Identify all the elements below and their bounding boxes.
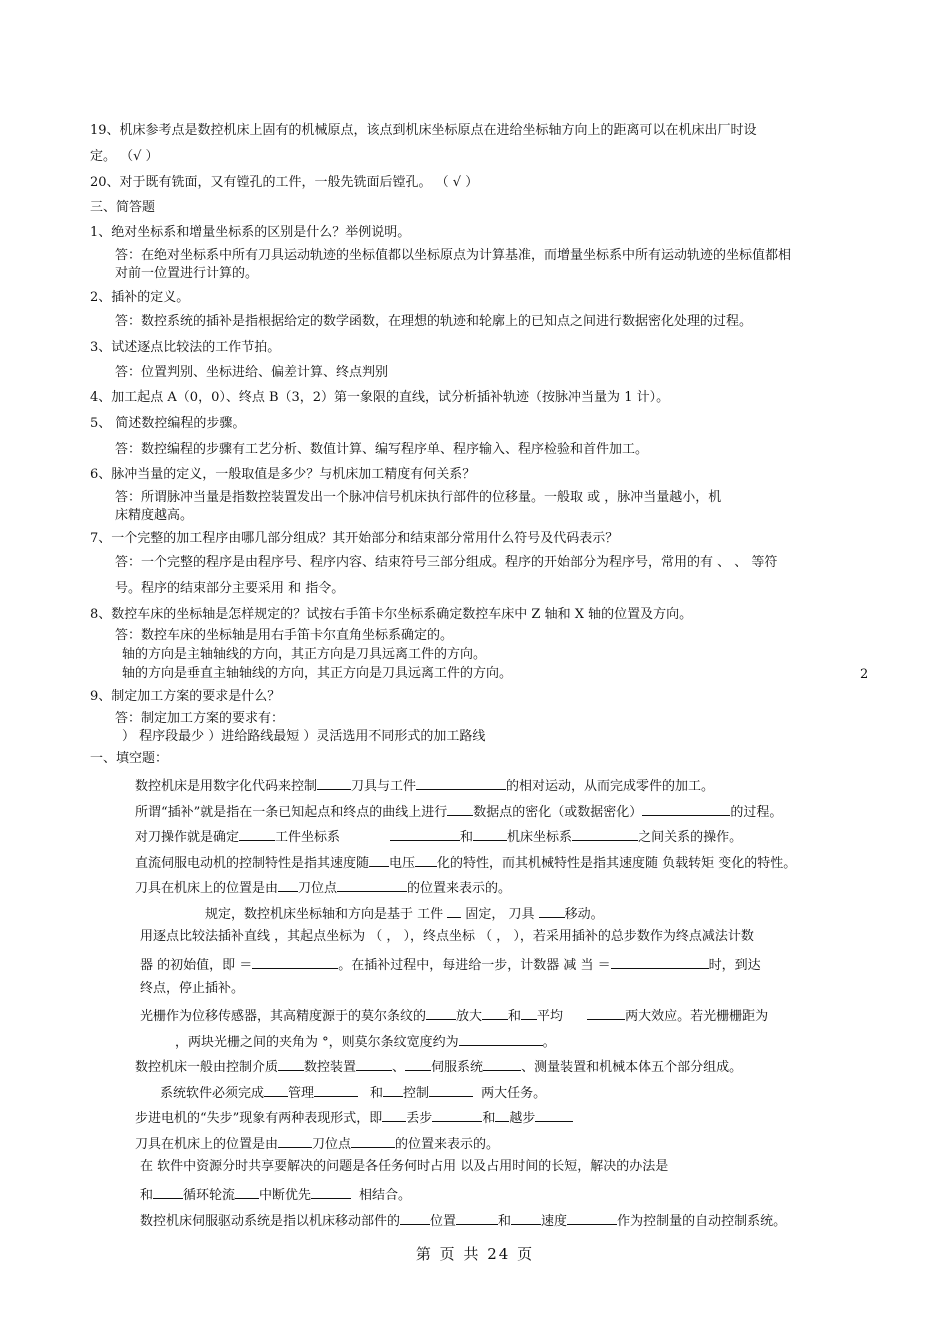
text-segment: 器 的初始值，即 ＝ xyxy=(140,958,253,973)
side-page-number: 2 xyxy=(860,667,869,682)
fill-item-13-line-1: 在 软件中资源分时共享要解决的问题是各任务何时占用 以及占用时间的长短，解决的办法是 xyxy=(140,1159,669,1174)
short-answer-3-answer: 答：位置判别、坐标进给、偏差计算、终点判别 xyxy=(115,365,389,380)
text-segment: 对刀操作就是确定 xyxy=(135,830,240,845)
short-answer-2-question: 2、插补的定义。 xyxy=(90,290,190,305)
fill-item-11 xyxy=(135,1107,573,1128)
text-segment: 的相对运动，从而完成零件的加工。 xyxy=(506,779,715,794)
text-segment: 数控机床是用数字化代码来控制 xyxy=(135,779,318,794)
short-answer-4-question: 4、加工起点 A（0，0）、终点 B（3，2）第一象限的直线，试分析插补轨迹（按脉冲当量为 1 计）。 xyxy=(90,390,670,405)
section-heading-fill-in: 一、填空题： xyxy=(90,751,169,766)
question-20: 20、对于既有铣面，又有镗孔的工件，一般先铣面后镗孔。 （ √ ） xyxy=(90,175,479,190)
short-answer-2-answer: 答：数控系统的插补是指根据给定的数学函数，在理想的轨迹和轮廓上的已知点之间进行数据密化处理的过程。 xyxy=(115,314,753,329)
answer-text: 伺服系统 xyxy=(431,1060,484,1075)
text-segment: 、 xyxy=(392,1060,406,1075)
short-answer-8-question: 8、数控车床的坐标轴是怎样规定的？试按右手笛卡尔坐标系确定数控车床中 Z 轴和 X 轴的位置及方向。 xyxy=(90,607,693,622)
text-segment: 系统软件必须完成 xyxy=(160,1086,265,1101)
text-segment: 数控机床一般由控制介质 xyxy=(135,1060,279,1075)
short-answer-9-answer-line-2: ） 程序段最少 ）进给路线最短 ）灵活选用不同形式的加工路线 xyxy=(122,729,486,744)
short-answer-9-question: 9、制定加工方案的要求是什么？ xyxy=(90,689,281,704)
short-answer-1-answer-line-1: 答：在绝对坐标系中所有刀具运动轨迹的坐标值都以坐标原点为计算基准，而增量坐标系中所有运动轨迹的坐标值都相 xyxy=(115,248,792,263)
answer-text: 数据点的密化（或数据密化） xyxy=(473,805,643,820)
text-segment: 。 xyxy=(542,1035,556,1050)
answer-text: 刀位点 xyxy=(312,1137,352,1152)
text-segment: 和 xyxy=(508,1009,522,1024)
answer-text: 电压 xyxy=(389,856,416,871)
answer-text: 工件坐标系 xyxy=(275,830,341,845)
short-answer-7-answer-line-1: 答：一个完整的程序是由程序号、程序内容、结束符号三部分组成。程序的开始部分为程序号，常用的有 、 、 等符 xyxy=(115,555,778,570)
text-segment: 光栅作为位移传感器，其高精度源于的莫尔条纹的 xyxy=(140,1009,427,1024)
text-segment: 两大任务。 xyxy=(481,1086,547,1101)
short-answer-5-answer: 答：数控编程的步骤有工艺分析、数值计算、编写程序单、程序输入、程序检验和首件加工。 xyxy=(115,442,649,457)
text-segment: 的位置来表示的。 xyxy=(395,1137,500,1152)
text-segment: 和 xyxy=(498,1214,512,1229)
text-segment: 固定， 刀具 xyxy=(461,907,539,922)
fill-item-4 xyxy=(135,852,796,873)
answer-text: 管理 xyxy=(288,1086,315,1101)
fill-item-9 xyxy=(135,1056,742,1077)
answer-text: 机床坐标系 xyxy=(507,830,573,845)
text-segment: 之间关系的操作。 xyxy=(638,830,743,845)
fill-item-7-line-1: 用逐点比较法插补直线 ，其起点坐标为 （ ， ），终点坐标 （ ， ），若采用插补的总步数作为终点减法计数 xyxy=(140,929,754,944)
text-segment: 刀具在机床上的位置是由 xyxy=(135,881,279,896)
text-segment: 直流伺服电动机的控制特性是指其速度随 xyxy=(135,856,370,871)
text-segment: 步进电机的“失步”现象有两种表现形式，即 xyxy=(135,1111,383,1126)
fill-item-8-line-1 xyxy=(140,1005,768,1026)
text-segment: 和 xyxy=(482,1111,496,1126)
answer-text: 循环轮流 xyxy=(183,1188,236,1203)
short-answer-1-answer-line-2: 对前一位置进行计算的。 xyxy=(115,266,259,281)
answer-text: 控制 xyxy=(403,1086,430,1101)
text-segment: 和 xyxy=(370,1086,384,1101)
fill-item-8-line-2 xyxy=(175,1031,556,1052)
fill-item-2 xyxy=(135,801,782,822)
text-segment: 数控机床伺服驱动系统是指以机床移动部件的 xyxy=(140,1214,401,1229)
question-19-line-2: 定。 （√ ） xyxy=(90,149,159,164)
answer-text: 数控装置 xyxy=(304,1060,357,1075)
fill-item-3 xyxy=(135,826,742,847)
fill-item-1 xyxy=(135,775,714,796)
text-segment: 作为控制量的自动控制系统。 xyxy=(617,1214,787,1229)
answer-text: 放大 xyxy=(456,1009,483,1024)
fill-item-5 xyxy=(135,877,511,898)
answer-text: 丢步 xyxy=(406,1111,433,1126)
answer-text: 越步 xyxy=(509,1111,536,1126)
short-answer-8-answer-line-2: 轴的方向是主轴轴线的方向，其正方向是刀具远离工件的方向。 xyxy=(122,647,487,662)
text-segment: 所谓“插补”就是指在一条已知起点和终点的曲线上进行 xyxy=(135,805,448,820)
page-footer: 第 页 共 24 页 xyxy=(415,1245,535,1263)
text-segment: 时，到达 xyxy=(708,958,761,973)
short-answer-8-answer-line-1: 答：数控车床的坐标轴是用右手笛卡尔直角坐标系确定的。 xyxy=(115,628,454,643)
text-segment: 的过程。 xyxy=(730,805,783,820)
short-answer-9-answer-line-1: 答：制定加工方案的要求有： xyxy=(115,711,285,726)
short-answer-6-answer-line-1: 答：所谓脉冲当量是指数控装置发出一个脉冲信号机床执行部件的位移量。一般取 或 ，脉冲当量越小，机 xyxy=(115,490,722,505)
short-answer-6-answer-line-2: 床精度越高。 xyxy=(115,508,194,523)
section-heading-short-answer: 三、简答题 xyxy=(90,200,156,215)
answer-text: 刀位点 xyxy=(298,881,338,896)
text-segment: ，两块光栅之间的夹角为 °，则莫尔条纹宽度约为 xyxy=(175,1035,459,1050)
text-segment: 化的特性，而其机械特性是指其速度随 负载转矩 变化的特性。 xyxy=(437,856,797,871)
question-19-line-1: 19、机床参考点是数控机床上固有的机械原点，该点到机床坐标原点在进给坐标轴方向上的距离可以在机床出厂时设 xyxy=(90,123,757,138)
short-answer-7-question: 7、一个完整的加工程序由哪几部分组成？其开始部分和结束部分常用什么符号及代码表示？ xyxy=(90,531,619,546)
fill-item-7-line-3: 终点，停止插补。 xyxy=(140,981,245,996)
text-segment: 相结合。 xyxy=(359,1188,412,1203)
text-segment: 。在插补过程中，每进给一步，计数器 减 当 ＝ xyxy=(338,958,611,973)
text-segment: 和 xyxy=(460,830,474,845)
fill-item-10 xyxy=(160,1082,546,1103)
fill-item-13-line-2 xyxy=(140,1184,411,1205)
short-answer-7-answer-line-2: 号。程序的结束部分主要采用 和 指令。 xyxy=(115,581,345,596)
text-segment: 和 xyxy=(140,1188,154,1203)
text-segment: 移动。 xyxy=(564,907,604,922)
answer-text: 刀具与工件 xyxy=(351,779,417,794)
fill-item-14 xyxy=(140,1210,786,1231)
short-answer-6-question: 6、脉冲当量的定义，一般取值是多少？与机床加工精度有何关系？ xyxy=(90,467,476,482)
fill-item-6 xyxy=(205,903,604,924)
fill-item-7-line-2 xyxy=(140,954,761,975)
answer-text: 位置 xyxy=(430,1214,457,1229)
answer-text: 中断优先 xyxy=(259,1188,312,1203)
short-answer-5-question: 5、 简述数控编程的步骤。 xyxy=(90,416,246,431)
answer-text: 平均 xyxy=(537,1009,564,1024)
short-answer-1-question: 1、绝对坐标系和增量坐标系的区别是什么？举例说明。 xyxy=(90,225,411,240)
short-answer-8-answer-line-3: 轴的方向是垂直主轴轴线的方向，其正方向是刀具远离工件的方向。 xyxy=(122,666,513,681)
text-segment: 、测量装置和机械本体五个部分组成。 xyxy=(521,1060,743,1075)
text-segment: 规定，数控机床坐标轴和方向是基于 工件 xyxy=(205,907,448,922)
text-segment: 刀具在机床上的位置是由 xyxy=(135,1137,279,1152)
text-segment: 的位置来表示的。 xyxy=(407,881,512,896)
fill-item-12 xyxy=(135,1133,499,1154)
short-answer-3-question: 3、试述逐点比较法的工作节拍。 xyxy=(90,340,281,355)
text-segment: 两大效应。若光栅栅距为 xyxy=(625,1009,769,1024)
answer-text: 速度 xyxy=(541,1214,568,1229)
